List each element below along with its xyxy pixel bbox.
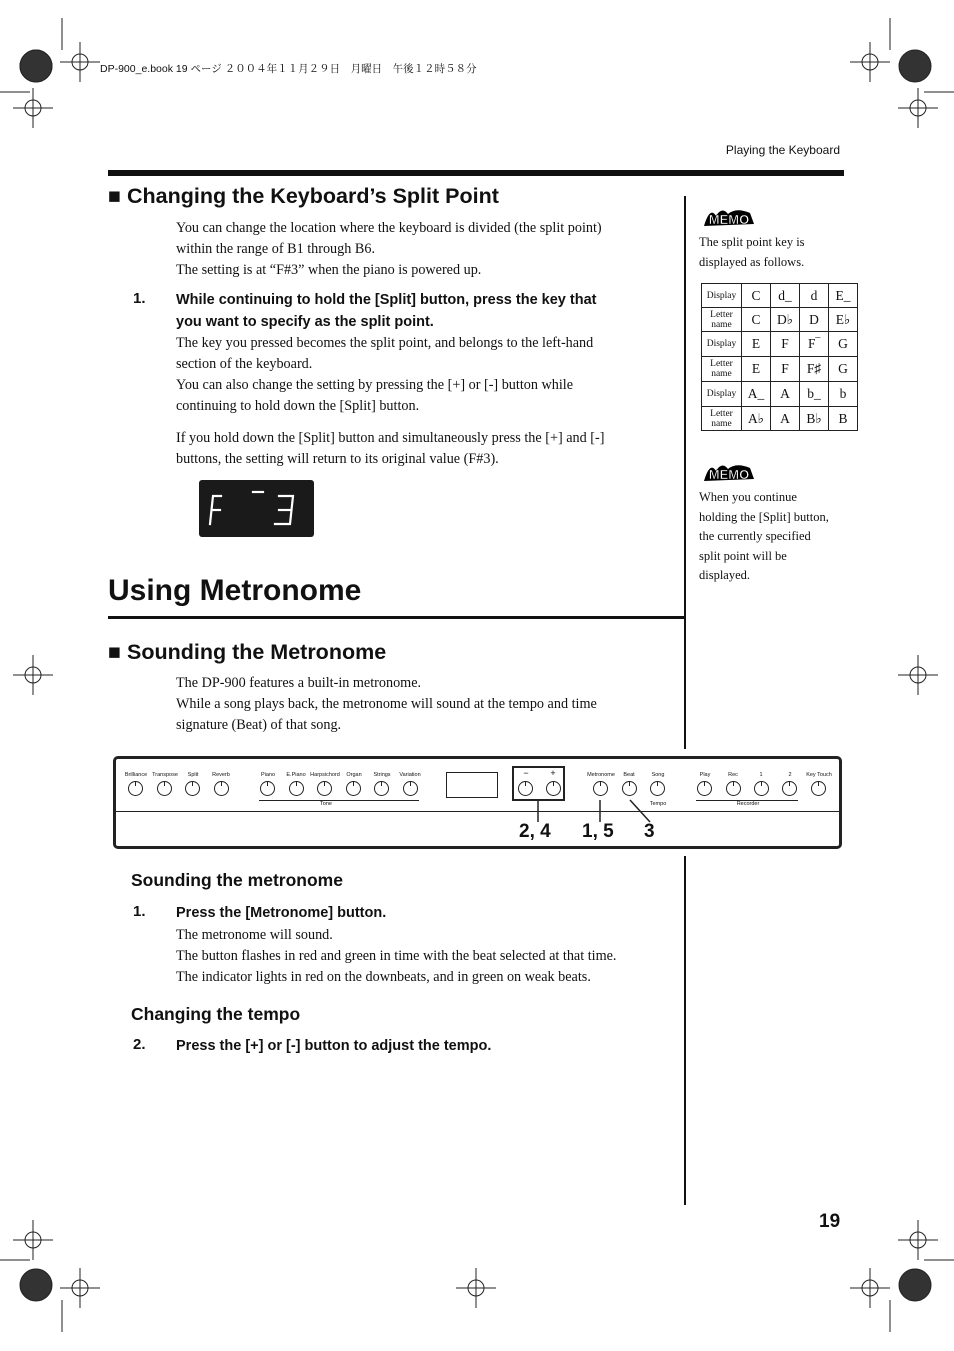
step-title: Press the [+] or [-] button to adjust the tempo. [176,1038,492,1054]
page-number: 19 [819,1211,841,1232]
chapter-title: Using Metronome [108,574,362,607]
callout-beat: 3 [644,821,655,842]
split-intro: You can change the location where the keyboard is divided (the split point) within the range of B1 through B6. The setting is at “F#3” when the piano is powered up. [176,220,602,278]
table-row: Letter name C D♭ D E♭ [702,308,858,332]
section-title-metronome: ■ Sounding the Metronome [108,640,387,664]
square-bullet-icon: ■ [108,640,121,664]
step-number: 1. [133,290,146,307]
subsection-title-tempo: Changing the tempo [131,1004,301,1024]
subsection-title-sounding: Sounding the metronome [131,870,343,890]
running-head: Playing the Keyboard [725,143,840,157]
section-title-split-point: ■ Changing the Keyboard’s Split Point [108,184,499,208]
table-row: Letter name A♭ A B♭ B [702,407,858,431]
svg-text:MEMO: MEMO [708,212,750,227]
table-row: Display E F F‾ G [702,332,858,357]
square-bullet-icon: ■ [108,184,121,208]
table-row: Display A_ A b_ b [702,382,858,407]
callout-metronome: 1, 5 [582,821,614,842]
control-panel-diagram: Brilliance Transpose Split Reverb Piano E.Piano Harpsichord Organ Strings Variation Tone − + Metronome Beat Song Tempo Play Rec 1 2 Recorder Key Touch [113,756,842,849]
step-number: 1. [133,903,146,920]
table-row: Letter name E F F♯ G [702,357,858,382]
memo2-text: When you continue holding the [Split] button, the currently specified split point will be displayed. [699,490,829,582]
step-title: While continuing to hold the [Split] button, press the key that you want to specify as the split point. [176,292,597,330]
metronome-intro: The DP-900 features a built-in metronome. While a song plays back, the metronome will sound at the tempo and time signature (Beat) of that song. [176,675,597,733]
print-header: DP-900_e.book 19 ページ ２００４年１１月２９日 月曜日 午後１２時５８分 [100,63,477,75]
step-title: Press the [Metronome] button. [176,905,387,921]
step-body: The key you pressed becomes the split point, and belongs to the left-hand section of the keyboard. You can also change the setting by pressing the [+] or [-] button while continuing to hold down the [Split] button. [176,335,594,414]
step-number: 2. [133,1036,146,1053]
callout-plus-minus: 2, 4 [519,821,551,842]
reset-note: If you hold down the [Split] button and simultaneously press the [+] and [-] buttons, the setting will return to its original value (F#3). [176,430,605,467]
memo1-text: The split point key is displayed as follows. [699,235,805,269]
table-row: Display C d_ d E_ [702,284,858,308]
step-body: The metronome will sound. The button flashes in red and green in time with the beat selected at that time. The indicator lights in red on the downbeats, and in green on weak beats. [176,927,617,985]
svg-text:MEMO: MEMO [708,467,750,482]
